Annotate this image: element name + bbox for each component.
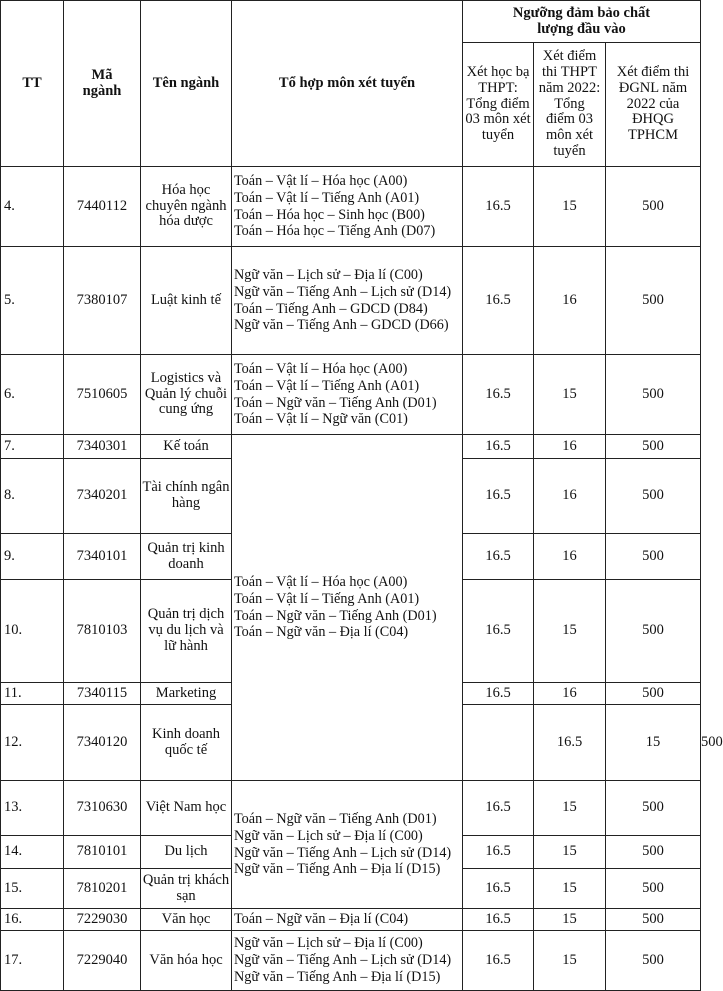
- table-row: [1, 435, 701, 459]
- combo-line: Ngữ văn – Tiếng Anh – Địa lí (D15): [234, 968, 441, 985]
- header-dgnl: [606, 43, 701, 167]
- row-hocba: 16.5: [463, 355, 534, 435]
- row-tt: 14.: [1, 836, 64, 869]
- row-name: Văn hóa học: [141, 931, 232, 991]
- row-tt: 6.: [1, 355, 64, 435]
- row-combo: [232, 247, 463, 355]
- combo-line: Toán – Vật lí – Tiếng Anh (A01): [234, 590, 420, 607]
- combo-line: Ngữ văn – Tiếng Anh – Lịch sử (D14): [234, 844, 452, 861]
- table-row: [1, 167, 701, 247]
- row-hocba: 16.5: [463, 683, 534, 705]
- row-dgnl: 500: [606, 355, 701, 435]
- row-thpt: 16: [534, 435, 606, 459]
- row-name: Kinh doanh quốc tế: [141, 705, 232, 781]
- row-name: Văn học: [141, 909, 232, 931]
- row-name: Việt Nam học: [141, 781, 232, 836]
- row-code: 7510605: [64, 355, 141, 435]
- header-threshold: [463, 1, 701, 43]
- row-dgnl: 500: [606, 836, 701, 869]
- row-hocba: 16.5: [463, 580, 534, 683]
- row-tt: 10.: [1, 580, 64, 683]
- row-tt: 9.: [1, 534, 64, 580]
- row-code: 7440112: [64, 167, 141, 247]
- row-dgnl: 500: [606, 247, 701, 355]
- row-code: 7310630: [64, 781, 141, 836]
- combo-line: Toán – Ngữ văn – Địa lí (C04): [234, 624, 409, 641]
- row-dgnl: 500: [606, 683, 701, 705]
- row-thpt: 15: [534, 836, 606, 869]
- header-thpt: [534, 43, 606, 167]
- row-combo: [232, 909, 463, 931]
- row-tt: 5.: [1, 247, 64, 355]
- combo-line: Toán – Vật lí – Ngữ văn (C01): [234, 411, 408, 428]
- row-tt: 4.: [1, 167, 64, 247]
- row-thpt: 15: [534, 781, 606, 836]
- row-tt: 8.: [1, 459, 64, 534]
- row-name: Quản trị khách sạn: [141, 869, 232, 909]
- row-hocba: 16.5: [463, 459, 534, 534]
- combo-line: Toán – Tiếng Anh – GDCD (D84): [234, 300, 428, 317]
- row-dgnl: 500: [606, 435, 701, 459]
- row-combo: [232, 931, 463, 991]
- row-hocba: 16.5: [463, 909, 534, 931]
- combo-line: Toán – Hóa học – Tiếng Anh (D07): [234, 223, 436, 240]
- row-name: Marketing: [141, 683, 232, 705]
- combo-line: Ngữ văn – Lịch sử – Địa lí (C00): [234, 266, 423, 283]
- row-hocba: 16.5: [534, 705, 606, 781]
- row-hocba: 16.5: [463, 781, 534, 836]
- row-combo: [232, 355, 463, 435]
- row-dgnl: 500: [606, 459, 701, 534]
- table-row: [1, 909, 701, 931]
- row-tt: 16.: [1, 909, 64, 931]
- row-name: Kế toán: [141, 435, 232, 459]
- header-code-text: Mã ngành: [82, 66, 122, 99]
- row-name: Du lịch: [141, 836, 232, 869]
- combo-line: Ngữ văn – Lịch sử – Địa lí (C00): [234, 935, 423, 952]
- header-dgnl-text: Xét điểm thi ĐGNL năm 2022 của ĐHQG TPHCM: [616, 63, 690, 144]
- combo-line: Toán – Vật lí – Hóa học (A00): [234, 360, 408, 377]
- row-tt: 7.: [1, 435, 64, 459]
- row-name: Quản trị kinh doanh: [141, 534, 232, 580]
- row-combo: [232, 167, 463, 247]
- row-code: 7340115: [64, 683, 141, 705]
- row-name: Tài chính ngân hàng: [141, 459, 232, 534]
- combo-line: Toán – Vật lí – Hóa học (A00): [234, 573, 408, 590]
- row-code: 7810103: [64, 580, 141, 683]
- row-tt: 17.: [1, 931, 64, 991]
- row-tt: 11.: [1, 683, 64, 705]
- row-dgnl: 500: [606, 909, 701, 931]
- combo-line: Toán – Ngữ văn – Tiếng Anh (D01): [234, 394, 437, 411]
- row-dgnl: 500: [606, 931, 701, 991]
- row-thpt: 15: [606, 705, 701, 781]
- row-hocba: 16.5: [463, 836, 534, 869]
- row-combo-empty: [463, 705, 534, 781]
- row-combo: [232, 435, 463, 781]
- combo-line: Toán – Vật lí – Tiếng Anh (A01): [234, 377, 420, 394]
- row-thpt: 16: [534, 459, 606, 534]
- row-code: 7340101: [64, 534, 141, 580]
- combo-line: Ngữ văn – Tiếng Anh – GDCD (D66): [234, 317, 449, 334]
- row-thpt: 16: [534, 247, 606, 355]
- row-code: 7340120: [64, 705, 141, 781]
- row-thpt: 15: [534, 909, 606, 931]
- row-thpt: 16: [534, 534, 606, 580]
- combo-line: Toán – Vật lí – Hóa học (A00): [234, 172, 408, 189]
- header-code: [64, 1, 141, 167]
- row-code: 7229040: [64, 931, 141, 991]
- row-dgnl: 500: [606, 167, 701, 247]
- row-name: Quản trị dịch vụ du lịch và lữ hành: [141, 580, 232, 683]
- header-hocba-text: Xét học bạ THPT: Tổng điểm 03 môn xét tuyển: [465, 63, 531, 144]
- combo-line: Toán – Vật lí – Tiếng Anh (A01): [234, 189, 420, 206]
- row-thpt: 15: [534, 869, 606, 909]
- header-thpt-text: Xét điểm thi THPT năm 2022: Tổng điểm 03 môn xét tuyển: [538, 47, 601, 160]
- combo-line: Ngữ văn – Lịch sử – Địa lí (C00): [234, 827, 423, 844]
- row-code: 7380107: [64, 247, 141, 355]
- header-threshold-text: Ngưỡng đảm bảo chất lượng đầu vào: [512, 4, 651, 37]
- table-row: 12. 7340120 Kinh doanh quốc tế 16.5 15 500: [1, 705, 701, 781]
- header-combo: Tổ hợp môn xét tuyển: [232, 1, 463, 167]
- row-name: Luật kinh tế: [141, 247, 232, 355]
- row-thpt: 15: [534, 355, 606, 435]
- row-name: Logistics và Quản lý chuỗi cung ứng: [141, 355, 232, 435]
- combo-line: Ngữ văn – Tiếng Anh – Lịch sử (D14): [234, 283, 452, 300]
- row-thpt: 16: [534, 683, 606, 705]
- row-hocba: 16.5: [463, 435, 534, 459]
- combo-line: Toán – Ngữ văn – Tiếng Anh (D01): [234, 810, 437, 827]
- table-row: [1, 247, 701, 355]
- row-dgnl: 500: [606, 869, 701, 909]
- combo-line: Ngữ văn – Tiếng Anh – Lịch sử (D14): [234, 952, 452, 969]
- row-hocba: 16.5: [463, 534, 534, 580]
- row-combo: [232, 781, 463, 909]
- row-tt: 13.: [1, 781, 64, 836]
- header-name: Tên ngành: [141, 1, 232, 167]
- row-name: Hóa học chuyên ngành hóa dược: [141, 167, 232, 247]
- table-row: [1, 355, 701, 435]
- row-hocba: 16.5: [463, 931, 534, 991]
- row-code: 7340201: [64, 459, 141, 534]
- header-tt: TT: [1, 1, 64, 167]
- row-thpt: 15: [534, 580, 606, 683]
- row-code: 7810201: [64, 869, 141, 909]
- row-dgnl: 500: [606, 534, 701, 580]
- combo-line: Toán – Ngữ văn – Tiếng Anh (D01): [234, 607, 437, 624]
- combo-line: Ngữ văn – Tiếng Anh – Địa lí (D15): [234, 861, 441, 878]
- row-hocba: 16.5: [463, 247, 534, 355]
- row-dgnl: 500: [606, 580, 701, 683]
- combo-line: Toán – Ngữ văn – Địa lí (C04): [234, 911, 409, 928]
- row-code: 7340301: [64, 435, 141, 459]
- table-row: [1, 931, 701, 991]
- table-row: [1, 781, 701, 836]
- row-thpt: 15: [534, 931, 606, 991]
- row-hocba: 16.5: [463, 167, 534, 247]
- row-code: 7229030: [64, 909, 141, 931]
- row-tt: 15.: [1, 869, 64, 909]
- row-code: 7810101: [64, 836, 141, 869]
- header-hocba: [463, 43, 534, 167]
- row-thpt: 15: [534, 167, 606, 247]
- row-tt: 12.: [1, 705, 64, 781]
- combo-line: Toán – Hóa học – Sinh học (B00): [234, 206, 425, 223]
- row-dgnl: 500: [606, 781, 701, 836]
- row-hocba: 16.5: [463, 869, 534, 909]
